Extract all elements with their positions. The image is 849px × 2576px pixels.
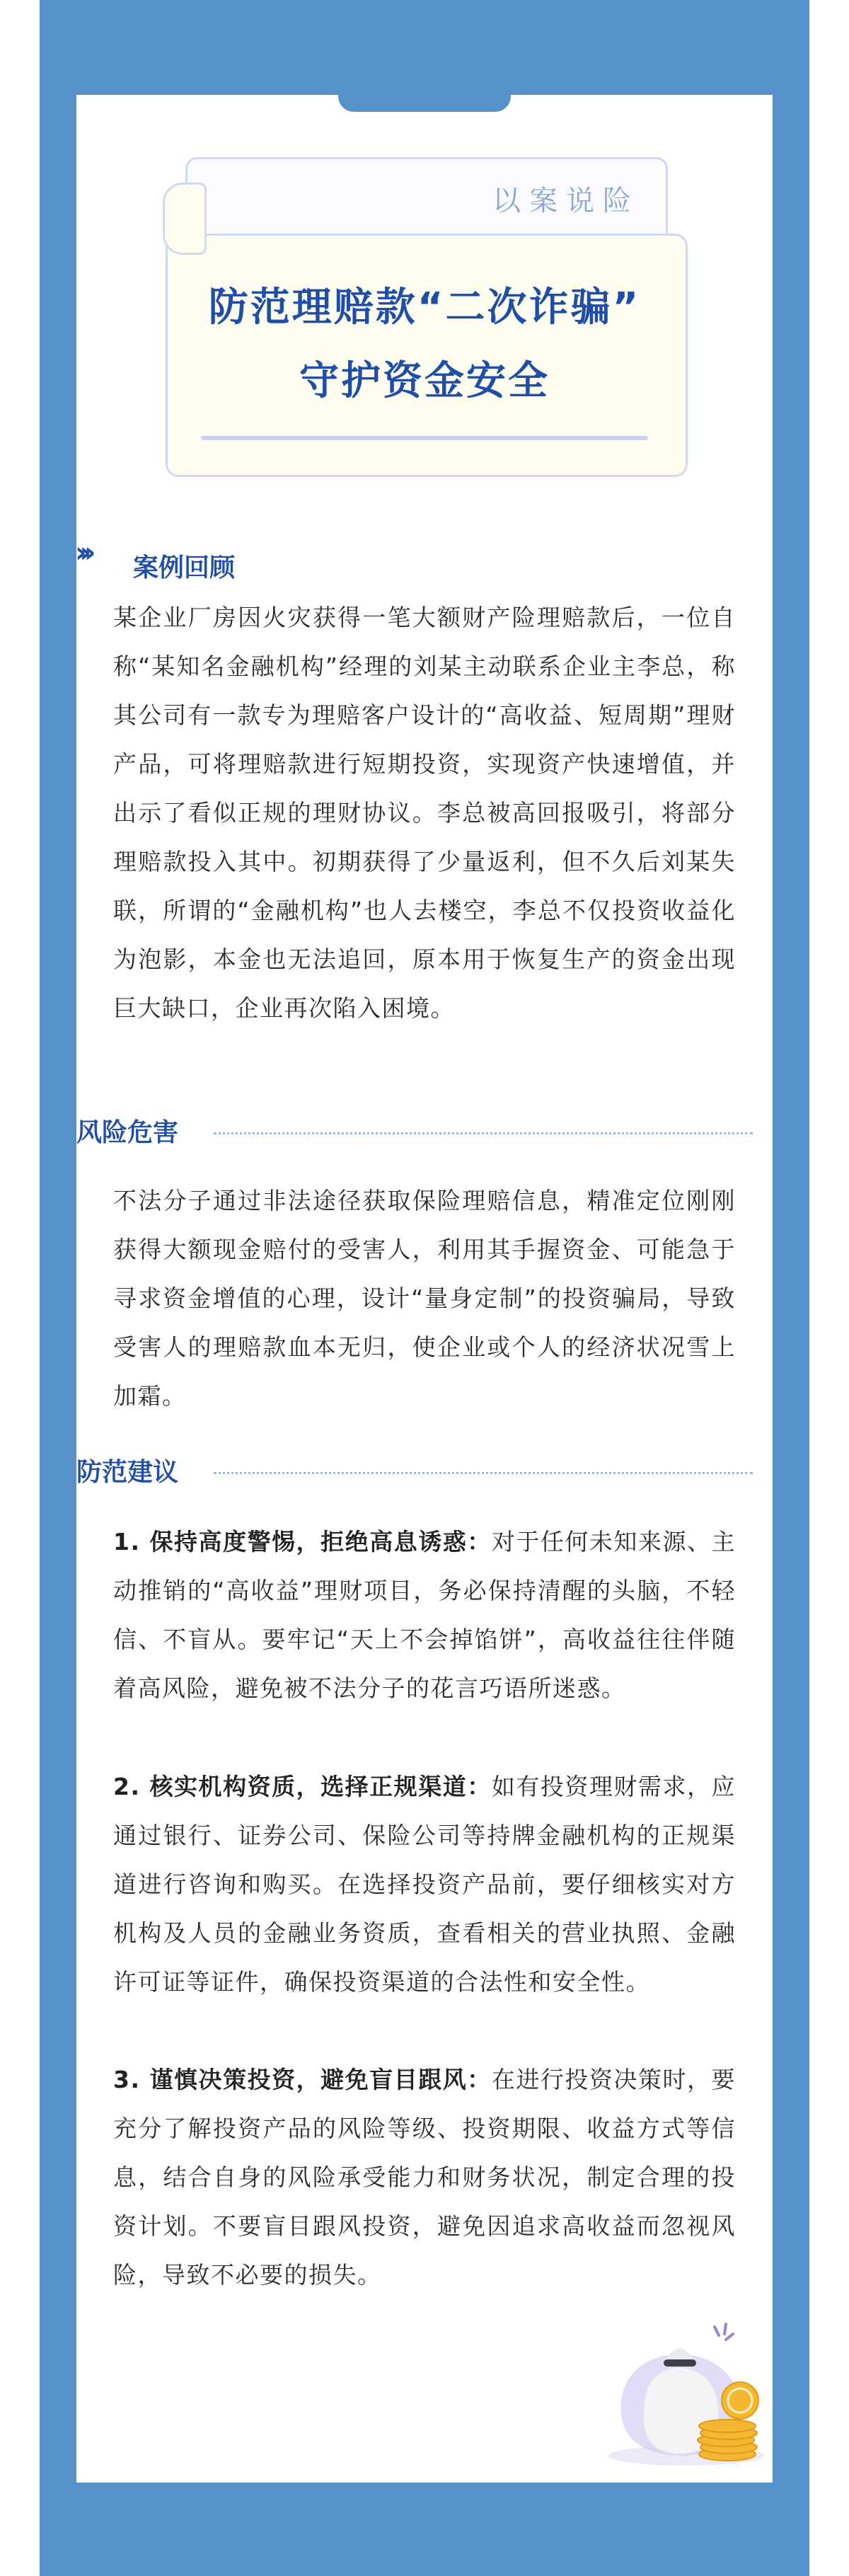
dotted-divider — [214, 1132, 753, 1134]
advice-item-3-text: 在进行投资决策时，要充分了解投资产品的风险等级、投资期限、收益方式等信息，结合自身的风险承受能力和财务状况，制定合理的投资计划。不要盲目跟风投资，避免因追求高收益而忽视风险，导致不必要的损失。 — [113, 2066, 737, 2289]
advice-item-3 — [113, 2055, 736, 2299]
page-title-line1: 防范理赔款“二次诈骗” — [208, 284, 641, 330]
frame-top-tab — [338, 84, 511, 112]
coin-stack-icon — [685, 2371, 770, 2470]
page-title-line2: 守护资金安全 — [299, 358, 550, 404]
category-tag: 以案说险 — [492, 185, 640, 217]
advice-item-1-text: 对于任何未知来源、主动推销的“高收益”理财项目，务必保持清醒的头脑，不轻信、不盲从。要牢记“天上不会掉馅饼”，高收益往往伴随着高风险，避免被不法分子的花言巧语所迷惑。 — [113, 1528, 737, 1702]
advice-item-1 — [113, 1517, 736, 1713]
section-heading-risk: 风险危害 — [76, 1118, 179, 1147]
chevrons-right-icon: ››› — [75, 536, 89, 569]
title-underline — [201, 436, 648, 440]
paper-curl — [163, 183, 207, 255]
advice-item-2-lead: 2. 核实机构资质，选择正规渠道： — [113, 1773, 492, 1800]
advice-item-1-lead: 1. 保持高度警惕，拒绝高息诱惑： — [113, 1528, 492, 1556]
advice-item-3-lead: 3. 谨慎决策投资，避免盲目跟风： — [113, 2066, 492, 2093]
advice-item-2-text: 如有投资理财需求，应通过银行、证券公司、保险公司等持牌金融机构的正规渠道进行咨询和购买。在选择投资产品前，要仔细核实对方机构及人员的金融业务资质，查看相关的营业执照、金融许可证等证件，确保投资渠道的合法性和安全性。 — [113, 1773, 737, 1996]
section-heading-advice: 防范建议 — [76, 1458, 179, 1487]
advice-item-2 — [113, 1762, 736, 2006]
section-heading-case: 案例回顾 — [133, 553, 236, 582]
case-paragraph: 某企业厂房因火灾获得一笔大额财产险理赔款后，一位自称“某知名金融机构”经理的刘某主动联系企业主李总，称其公司有一款专为理赔客户设计的“高收益、短周期”理财产品，可将理赔款进行短期投资，实现资产快速增值，并出示了看似正规的理财协议。李总被高回报吸引，将部分理赔款投入其中。初期获得了少量返利，但不久后刘某失联，所谓的“金融机构”也人去楼空，李总不仅投资收益化为泡影，本金也无法追回，原本用于恢复生产的资金出现巨大缺口，企业再次陷入困境。 — [113, 604, 736, 1022]
dotted-divider — [214, 1472, 753, 1474]
risk-paragraph: 不法分子通过非法途径获取保险理赔信息，精准定位刚刚获得大额现金赔付的受害人，利用其手握资金、可能急于寻求资金增值的心理，设计“量身定制”的投资骗局，导致受害人的理赔款血本无归，使企业或个人的经济状况雪上加霜。 — [113, 1187, 736, 1410]
